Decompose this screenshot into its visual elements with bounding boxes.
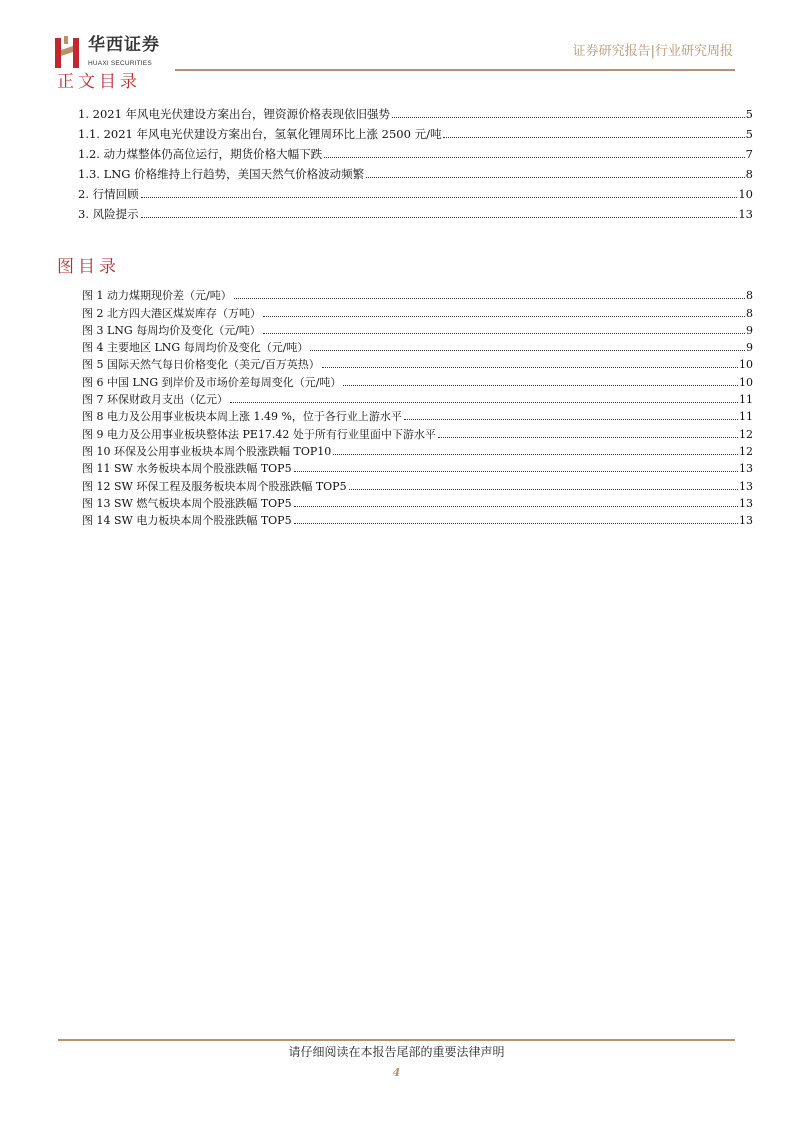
toc-entry-text: 1.1. 2021 年风电光伏建设方案出台，氢氧化锂周环比上涨 2500 元/吨 xyxy=(78,127,442,141)
figure-entry-page: 13 xyxy=(739,496,753,510)
figure-entry[interactable] xyxy=(82,476,753,493)
figure-entry[interactable] xyxy=(82,494,753,511)
figure-entry-text: 图 4 主要地区 LNG 每周均价及变化（元/吨） xyxy=(82,341,309,355)
figure-entry[interactable] xyxy=(82,390,753,407)
figure-entry-page: 11 xyxy=(739,410,753,424)
dot-leader xyxy=(310,350,745,351)
dot-leader xyxy=(263,316,745,317)
report-type: 证券研究报告|行业研究周报 xyxy=(572,44,733,59)
footer-divider xyxy=(58,1039,735,1041)
toc-entry-page: 5 xyxy=(745,107,753,121)
toc-title: 正文目录 xyxy=(57,72,141,92)
toc-entry-page: 7 xyxy=(745,147,753,161)
figure-entry-text: 图 1 动力煤期现价差（元/吨） xyxy=(82,289,232,303)
figure-entry-page: 13 xyxy=(739,514,753,528)
figure-entry[interactable] xyxy=(82,355,753,372)
figure-entry-page: 9 xyxy=(746,323,753,337)
figure-entry-page: 13 xyxy=(739,462,753,476)
dot-leader xyxy=(443,137,744,138)
toc-entry[interactable] xyxy=(78,182,753,202)
dot-leader xyxy=(322,367,738,368)
logo-chinese-name: 华西证券 xyxy=(88,35,160,55)
figure-entry[interactable] xyxy=(82,511,753,528)
toc-entry-text: 3. 风险提示 xyxy=(78,207,139,221)
figure-entry-text: 图 5 国际天然气每日价格变化（美元/百万英热） xyxy=(82,358,320,372)
figure-entry-text: 图 9 电力及公用事业板块整体法 PE17.42 处于所有行业里面中下游水平 xyxy=(82,427,436,441)
dot-leader xyxy=(349,489,738,490)
page-number: 4 xyxy=(392,1066,401,1079)
figure-entry-page: 10 xyxy=(739,358,753,372)
toc-entry[interactable] xyxy=(78,142,753,162)
figure-entry[interactable] xyxy=(82,338,753,355)
figure-entry-page: 8 xyxy=(746,289,753,303)
figures-title: 图目录 xyxy=(57,257,120,277)
figure-entry[interactable] xyxy=(82,407,753,424)
logo-english-name: HUAXI SECURITIES xyxy=(88,60,152,67)
figure-entry-text: 图 14 SW 电力板块本周个股涨跌幅 TOP5 xyxy=(82,514,292,528)
toc-entry[interactable] xyxy=(78,122,753,142)
figure-entry-page: 12 xyxy=(739,427,753,441)
figure-entry[interactable] xyxy=(82,372,753,389)
figure-entry-page: 10 xyxy=(739,375,753,389)
dot-leader xyxy=(141,217,738,218)
figure-entry-text: 图 8 电力及公用事业板块本周上涨 1.49 %，位于各行业上游水平 xyxy=(82,410,402,424)
toc-entry-page: 10 xyxy=(738,187,753,201)
figure-entry[interactable] xyxy=(82,303,753,320)
dot-leader xyxy=(404,419,738,420)
header-divider xyxy=(175,69,735,71)
figure-entry-page: 13 xyxy=(739,479,753,493)
dot-leader xyxy=(234,298,745,299)
figure-entry-text: 图 10 环保及公用事业板块本周个股涨跌幅 TOP10 xyxy=(82,444,332,458)
dot-leader xyxy=(294,506,738,507)
toc-entry-text: 1.2. 动力煤整体仍高位运行，期货价格大幅下跌 xyxy=(78,147,323,161)
dot-leader xyxy=(438,437,738,438)
dot-leader xyxy=(294,523,738,524)
figure-entry-text: 图 7 环保财政月支出（亿元） xyxy=(82,393,228,407)
toc-entry-text: 1. 2021 年风电光伏建设方案出台，锂资源价格表现依旧强势 xyxy=(78,107,391,121)
figure-entry-text: 图 2 北方四大港区煤炭库存（万吨） xyxy=(82,306,261,320)
figure-entry[interactable] xyxy=(82,424,753,441)
toc-entry-page: 8 xyxy=(745,167,753,181)
figure-entry[interactable] xyxy=(82,286,753,303)
company-logo xyxy=(55,36,175,70)
figure-entry-text: 图 12 SW 环保工程及服务板块本周个股涨跌幅 TOP5 xyxy=(82,479,347,493)
figure-entry-text: 图 6 中国 LNG 到岸价及市场价差每周变化（元/吨） xyxy=(82,375,342,389)
figure-entry-text: 图 11 SW 水务板块本周个股涨跌幅 TOP5 xyxy=(82,462,292,476)
figure-entry-page: 8 xyxy=(746,306,753,320)
dot-leader xyxy=(333,454,738,455)
figure-entry[interactable] xyxy=(82,442,753,459)
figure-entry-text: 图 3 LNG 每周均价及变化（元/吨） xyxy=(82,323,261,337)
dot-leader xyxy=(392,117,745,118)
figure-entry-page: 9 xyxy=(746,341,753,355)
dot-leader xyxy=(343,385,738,386)
figure-entry-page: 11 xyxy=(739,393,753,407)
toc-entry-page: 5 xyxy=(745,127,753,141)
toc-entry[interactable] xyxy=(78,202,753,222)
dot-leader xyxy=(141,197,738,198)
toc-entry-text: 2. 行情回顾 xyxy=(78,187,139,201)
legal-disclaimer: 请仔细阅读在本报告尾部的重要法律声明 xyxy=(288,1045,505,1059)
dot-leader xyxy=(324,157,745,158)
figure-entry[interactable] xyxy=(82,459,753,476)
toc-list xyxy=(78,102,753,222)
dot-leader xyxy=(366,177,745,178)
dot-leader xyxy=(230,402,738,403)
huaxi-logo-icon xyxy=(55,36,81,68)
toc-entry-page: 13 xyxy=(738,207,753,221)
dot-leader xyxy=(294,471,738,472)
toc-entry[interactable] xyxy=(78,102,753,122)
figure-entry[interactable] xyxy=(82,321,753,338)
figure-entry-page: 12 xyxy=(739,444,753,458)
figures-list xyxy=(82,286,753,528)
figure-entry-text: 图 13 SW 燃气板块本周个股涨跌幅 TOP5 xyxy=(82,496,292,510)
toc-entry[interactable] xyxy=(78,162,753,182)
dot-leader xyxy=(263,333,745,334)
toc-entry-text: 1.3. LNG 价格维持上行趋势，美国天然气价格波动频繁 xyxy=(78,167,365,181)
